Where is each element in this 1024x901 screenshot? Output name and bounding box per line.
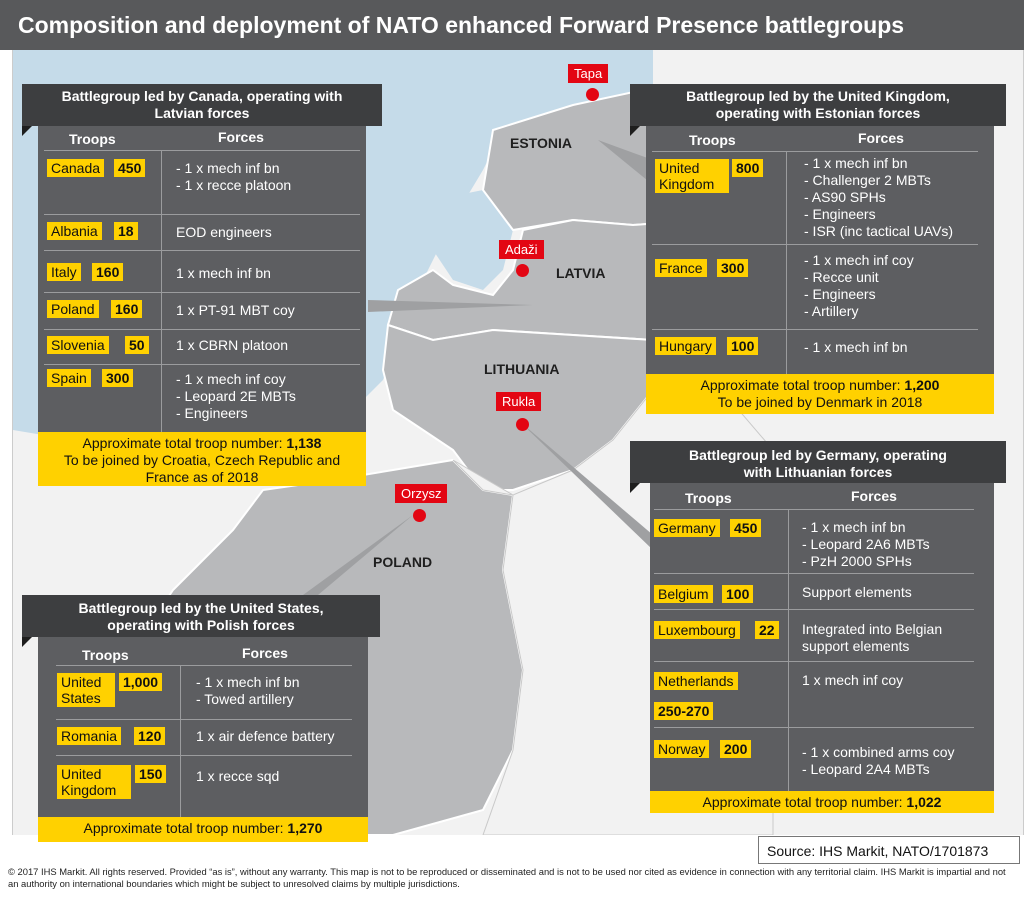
troop-count: 160: [92, 263, 123, 281]
forces-text: - 1 x mech inf bn - Leopard 2A6 MBTs - PzH 2000 SPHs: [802, 519, 930, 569]
column-header-forces: Forces: [242, 645, 288, 661]
total-troops: 1,270: [287, 820, 323, 836]
country-tag: Belgium: [654, 585, 713, 603]
column-header-forces: Forces: [218, 129, 264, 145]
total-line: Approximate total troop number: 1,200: [700, 377, 940, 393]
copyright-notice: © 2017 IHS Markit. All rights reserved. Provided “as is”, without any warranty. This map is not to be reproduced or disseminated and is not to be used nor cited as evidence in connection with any territorial claim. IHS Markit is impartial and not an authority on international boundaries which might be subject to unresolved claims by multiple jurisdictions.: [8, 866, 1006, 889]
troop-count: 160: [111, 300, 142, 318]
panel-header: [22, 595, 380, 637]
country-tag: Norway: [654, 740, 709, 758]
column-header-troops: Troops: [689, 132, 736, 148]
country-label-poland: POLAND: [373, 554, 433, 570]
total-troops: 1,200: [904, 377, 940, 393]
footer-note: To be joined by Denmark in 2018: [717, 394, 923, 410]
forces-text: Support elements: [802, 584, 912, 600]
forces-text: - 1 x mech inf bn - Towed artillery: [196, 674, 300, 707]
troop-count: 1,000: [119, 673, 162, 691]
forces-text: 1 x mech inf bn: [176, 265, 271, 281]
country-tag: Hungary: [655, 337, 716, 355]
column-header-troops: Troops: [69, 131, 116, 147]
column-header-troops: Troops: [82, 647, 129, 663]
panel-germany: [630, 441, 1006, 813]
city-marker-icon: [413, 509, 426, 522]
forces-text: Integrated into Belgian support elements: [802, 621, 943, 654]
forces-text: EOD engineers: [176, 224, 272, 240]
troop-count: 800: [732, 159, 763, 177]
column-header-troops: Troops: [685, 490, 732, 506]
panel-body: [646, 126, 994, 374]
country-label-estonia: ESTONIA: [510, 135, 572, 151]
footer-note: To be joined by Croatia, Czech Republic and: [63, 452, 341, 468]
country-tag: Poland: [47, 300, 99, 318]
country-label-lithuania: LITHUANIA: [484, 361, 560, 377]
panel-footer: [38, 432, 366, 486]
troop-count: 300: [102, 369, 133, 387]
total-troops: 1,138: [286, 435, 322, 451]
troop-count: 22: [755, 621, 779, 639]
total-line: Approximate total troop number: 1,270: [83, 820, 323, 836]
troop-count: 200: [720, 740, 751, 758]
country-tag: Italy: [47, 263, 81, 281]
panel-body: [38, 637, 368, 817]
forces-text: 1 x CBRN platoon: [176, 337, 289, 353]
troop-count: 150: [135, 765, 166, 783]
troop-count: 50: [125, 336, 149, 354]
panel-header: [630, 441, 1006, 483]
forces-text: - 1 x combined arms coy - Leopard 2A4 MBTs: [802, 744, 955, 777]
column-header-forces: Forces: [851, 488, 897, 504]
troop-count: 250-270: [654, 702, 713, 720]
panel-body: [650, 483, 994, 791]
panel-uk: [630, 84, 1006, 414]
country-tag: Germany: [654, 519, 720, 537]
panel-title-line: Battlegroup led by the United Kingdom,: [686, 88, 950, 104]
forces-text: - 1 x mech inf coy - Recce unit - Engineers - Artillery: [804, 252, 914, 319]
city-label: Orzysz: [395, 484, 447, 503]
source-credit: Source: IHS Markit, NATO/1701873: [758, 836, 1020, 864]
country-label-latvia: LATVIA: [556, 265, 606, 281]
forces-text: 1 x recce sqd: [196, 768, 280, 784]
forces-text: - 1 x mech inf bn - 1 x recce platoon: [176, 160, 292, 193]
panel-header: [22, 84, 382, 126]
city-label: Rukla: [496, 392, 541, 411]
country-tag: Netherlands: [654, 672, 738, 690]
panel-footer: [646, 374, 994, 414]
city-label: Tapa: [568, 64, 608, 83]
panel-title-line: with Lithuanian forces: [743, 464, 893, 480]
forces-text: - 1 x mech inf coy - Leopard 2E MBTs - Engineers: [176, 371, 296, 421]
country-tag: Slovenia: [47, 336, 109, 354]
troop-count: 18: [114, 222, 138, 240]
country-tag: United States: [57, 673, 115, 707]
country-tag: Canada: [47, 159, 104, 177]
column-header-forces: Forces: [858, 130, 904, 146]
panel-body: [38, 126, 366, 432]
troop-count: 450: [730, 519, 761, 537]
panel-footer: [38, 817, 368, 842]
panel-title-line: operating with Polish forces: [107, 617, 295, 633]
country-tag: United Kingdom: [57, 765, 131, 799]
troop-count: 100: [727, 337, 758, 355]
country-tag: United Kingdom: [655, 159, 729, 193]
troop-count: 450: [114, 159, 145, 177]
panel-title-line: Battlegroup led by the United States,: [78, 600, 324, 616]
troop-count: 120: [134, 727, 165, 745]
forces-text: 1 x mech inf coy: [802, 672, 904, 688]
panel-canada: [22, 84, 382, 486]
forces-text: - 1 x mech inf bn - Challenger 2 MBTs - AS90 SPHs - Engineers - ISR (inc tactical UAVs): [804, 155, 954, 239]
panel-title-line: operating with Estonian forces: [715, 105, 921, 121]
footer-note: France as of 2018: [145, 469, 259, 485]
panel-title-line: Battlegroup led by Canada, operating with: [61, 88, 343, 104]
panel-title-line: Battlegroup led by Germany, operating: [688, 447, 947, 463]
country-tag: Albania: [47, 222, 102, 240]
forces-text: 1 x PT-91 MBT coy: [176, 302, 295, 318]
city-marker-icon: [516, 264, 529, 277]
panel-footer: [650, 791, 994, 813]
city-marker-icon: [586, 88, 599, 101]
country-tag: Spain: [47, 369, 91, 387]
troop-count: 300: [717, 259, 748, 277]
country-tag: Romania: [57, 727, 121, 745]
total-line: Approximate total troop number: 1,138: [82, 435, 322, 451]
forces-text: - 1 x mech inf bn: [804, 339, 908, 355]
panel-us: [22, 595, 380, 842]
total-troops: 1,022: [906, 794, 942, 810]
panel-title-line: Latvian forces: [154, 105, 250, 121]
troop-count: 100: [722, 585, 753, 603]
page-title: Composition and deployment of NATO enhanced Forward Presence battlegroups: [0, 0, 1024, 50]
city-marker-icon: [516, 418, 529, 431]
panel-header: [630, 84, 1006, 126]
city-label: Adaži: [499, 240, 544, 259]
country-tag: Luxembourg: [654, 621, 740, 639]
country-tag: France: [655, 259, 707, 277]
forces-text: 1 x air defence battery: [196, 728, 335, 744]
total-line: Approximate total troop number: 1,022: [702, 794, 942, 810]
